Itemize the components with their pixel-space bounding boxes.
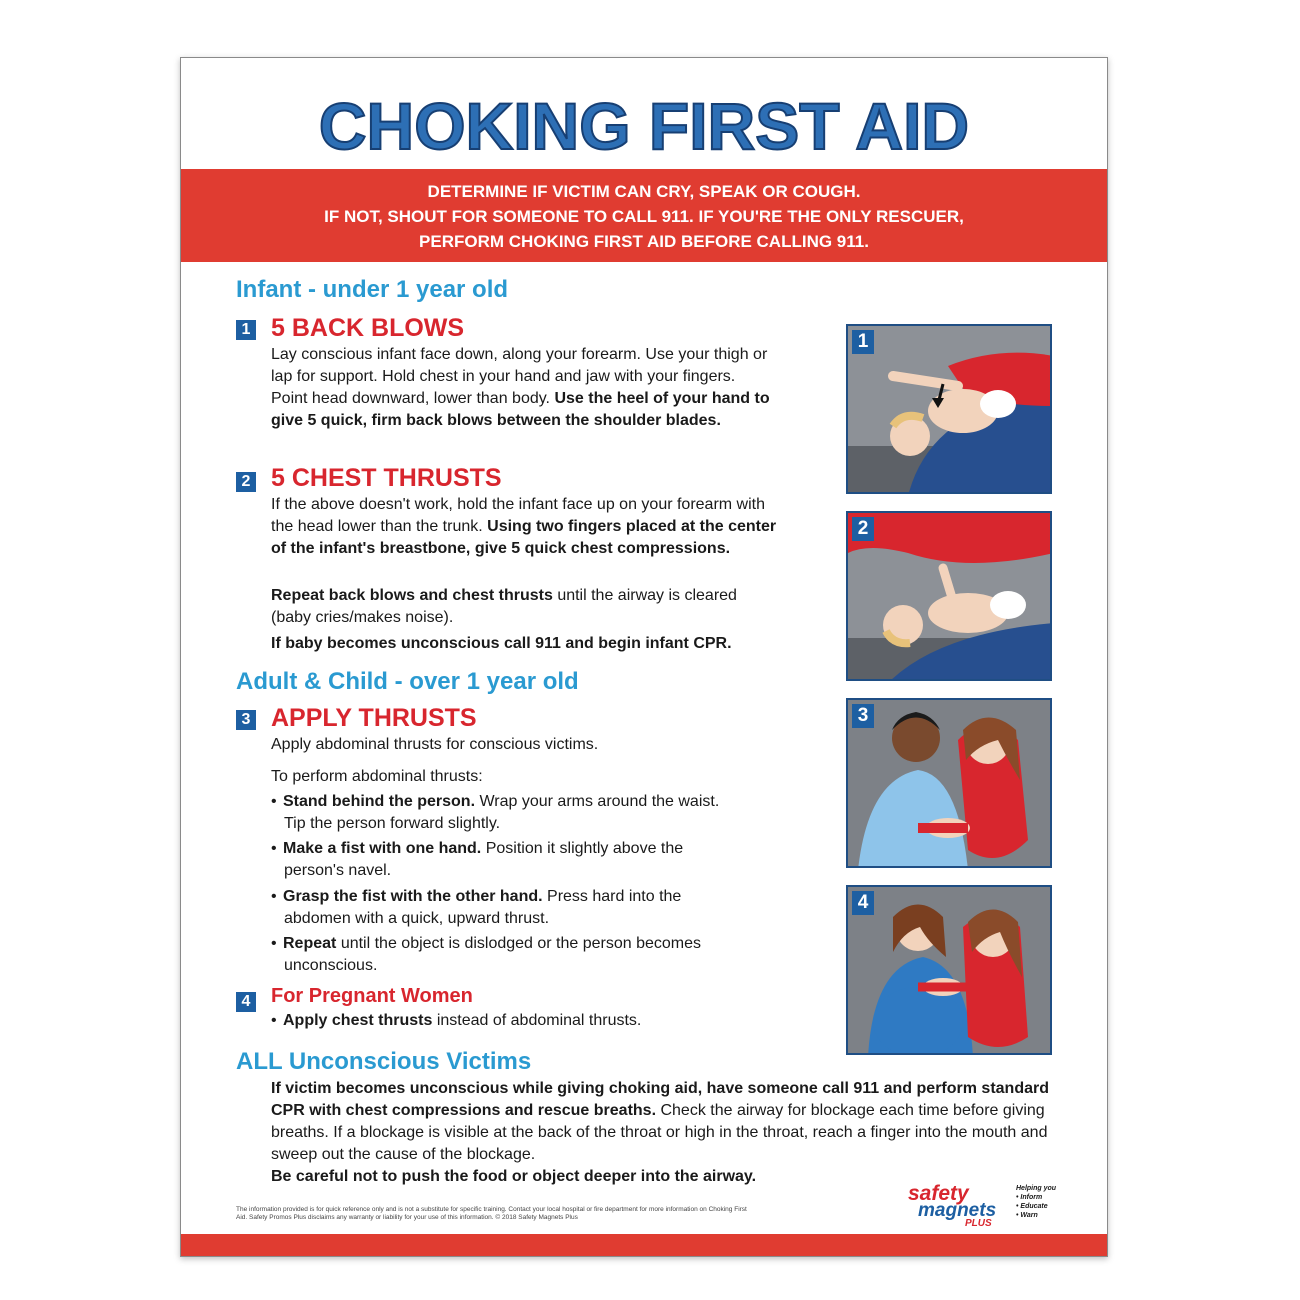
bullet-item: • Repeat until the object is dislodged or the person becomes unconscious. xyxy=(271,933,751,977)
bottom-red-bar xyxy=(181,1234,1107,1256)
step-1-title: 5 BACK BLOWS xyxy=(271,314,465,342)
step-4-body: instead of abdominal thrusts. xyxy=(436,1012,642,1029)
logo-word-1: safety xyxy=(908,1182,969,1205)
tagline-2: • Inform xyxy=(1016,1194,1043,1201)
brand-logo xyxy=(908,1180,1098,1232)
step-1-badge: 1 xyxy=(236,320,256,340)
step-2-cpr xyxy=(271,633,791,655)
bullet-2-cont: person's navel. xyxy=(284,862,392,879)
bullet-item: • Make a fist with one hand. Position it slightly above the person's navel. xyxy=(271,838,751,882)
panel-4-number: 4 xyxy=(852,891,874,915)
step-2-title: 5 CHEST THRUSTS xyxy=(271,464,502,492)
step-2-text xyxy=(271,494,781,560)
adult-heading: Adult & Child - over 1 year old xyxy=(236,668,579,695)
warning-banner xyxy=(181,169,1107,262)
step-3-lead: To perform abdominal thrusts: xyxy=(271,768,483,785)
step-1-text xyxy=(271,344,771,432)
step-4-bold: Apply chest thrusts xyxy=(283,1012,433,1029)
panel-2-number: 2 xyxy=(852,517,874,541)
disclaimer: The information provided is for quick reference only and is not a substitute for specific training. Contact your local hospital or fire department for more information on Choking First Aid. Safety Promos Plus disclaims any warranty or liability for your use of this information. © 2018 Safety Magnets Plus xyxy=(236,1206,747,1221)
bullet-1-bold: Stand behind the person. xyxy=(283,793,476,810)
bullet-4-bold: Repeat xyxy=(283,935,337,952)
tagline-3: • Educate xyxy=(1016,1203,1048,1210)
panel-3-number: 3 xyxy=(852,704,874,728)
step-2-repeat-text: until the airway is cleared (baby cries/makes noise). xyxy=(271,587,737,626)
bullet-item: • Stand behind the person. Wrap your arms around the waist. Tip the person forward slightly. xyxy=(271,791,751,835)
bullet-4-text: until the object is dislodged or the person becomes xyxy=(340,935,702,952)
illustration-panel-1 xyxy=(846,324,1052,494)
banner-line-1: DETERMINE IF VICTIM CAN CRY, SPEAK OR COUGH. xyxy=(427,182,861,201)
unconscious-heading: ALL Unconscious Victims xyxy=(236,1048,532,1075)
illustration-panel-4 xyxy=(846,885,1052,1055)
abdominal-thrusts-illustration xyxy=(848,700,1052,868)
bullet-4-cont: unconscious. xyxy=(284,957,378,974)
poster xyxy=(180,57,1108,1257)
unconscious-bold-2: Be careful not to push the food or object deeper into the airway. xyxy=(271,1168,757,1185)
step-2-repeat xyxy=(271,585,771,629)
step-4-text: • Apply chest thrusts instead of abdominal thrusts. xyxy=(271,1012,642,1029)
tagline-4: • Warn xyxy=(1016,1212,1038,1219)
bullet-1-cont: Tip the person forward slightly. xyxy=(284,815,501,832)
banner-line-3: PERFORM CHOKING FIRST AID BEFORE CALLING 911. xyxy=(419,232,869,251)
tagline-1: Helping you xyxy=(1016,1185,1057,1192)
bullet-3-cont: abdomen with a quick, upward thrust. xyxy=(284,910,550,927)
step-3-title: APPLY THRUSTS xyxy=(271,704,477,732)
unconscious-bold-1: If victim becomes unconscious while giving choking aid, have someone call 911 and perform standard CPR with chest compressions and rescue breaths. xyxy=(271,1080,1049,1119)
unconscious-text xyxy=(271,1078,1071,1188)
step-2-repeat-bold: Repeat back blows and chest thrusts xyxy=(271,587,553,604)
step-1-body: Lay conscious infant face down, along your forearm. Use your thigh or lap for support. Hold chest in your hand and jaw with your fingers. Point head downward, lower than body. xyxy=(271,346,768,407)
illustration-panel-2 xyxy=(846,511,1052,681)
step-3-intro: Apply abdominal thrusts for conscious victims. xyxy=(271,736,599,753)
illustration-panel-3 xyxy=(846,698,1052,868)
bullet-1-text: Wrap your arms around the waist. xyxy=(479,793,720,810)
step-4-title: For Pregnant Women xyxy=(271,985,473,1007)
logo-tagline xyxy=(1016,1184,1056,1220)
page-title: CHOKING FIRST AID xyxy=(318,89,970,163)
bullet-3-text: Press hard into the xyxy=(547,888,682,905)
infant-back-blows-illustration xyxy=(848,326,1052,494)
unconscious-body: Check the airway for blockage each time before giving breaths. If a blockage is visible at the back of the throat or high in the throat, reach a finger into the mouth and sweep out the cause of the blockage. xyxy=(271,1102,1048,1163)
bullet-2-text: Position it slightly above the xyxy=(485,840,684,857)
step-2-badge: 2 xyxy=(236,472,256,492)
logo-word-3: PLUS xyxy=(965,1218,992,1229)
infant-chest-thrusts-illustration xyxy=(848,513,1052,681)
bullet-3-bold: Grasp the fist with the other hand. xyxy=(283,888,543,905)
bullet-item: • Grasp the fist with the other hand. Press hard into the abdomen with a quick, upward thrust. xyxy=(271,886,751,930)
step-2-cpr-text: If baby becomes unconscious call 911 and begin infant CPR. xyxy=(271,635,732,652)
banner-line-2: IF NOT, SHOUT FOR SOMEONE TO CALL 911. IF YOU'RE THE ONLY RESCUER, xyxy=(324,207,964,226)
bullet-2-bold: Make a fist with one hand. xyxy=(283,840,482,857)
step-4-badge: 4 xyxy=(236,992,256,1012)
pregnant-chest-thrusts-illustration xyxy=(848,887,1052,1055)
step-3-badge: 3 xyxy=(236,710,256,730)
logo-word-2: magnets xyxy=(918,1200,997,1221)
panel-1-number: 1 xyxy=(852,330,874,354)
step-1-bold: Use the heel of your hand to give 5 quick, firm back blows between the shoulder blades. xyxy=(271,390,770,429)
infant-heading: Infant - under 1 year old xyxy=(236,276,509,303)
step-2-body: If the above doesn't work, hold the infant face up on your forearm with the head lower than the trunk. xyxy=(271,496,766,535)
step-2-bold: Using two fingers placed at the center of the infant's breastbone, give 5 quick chest compressions. xyxy=(271,518,777,557)
